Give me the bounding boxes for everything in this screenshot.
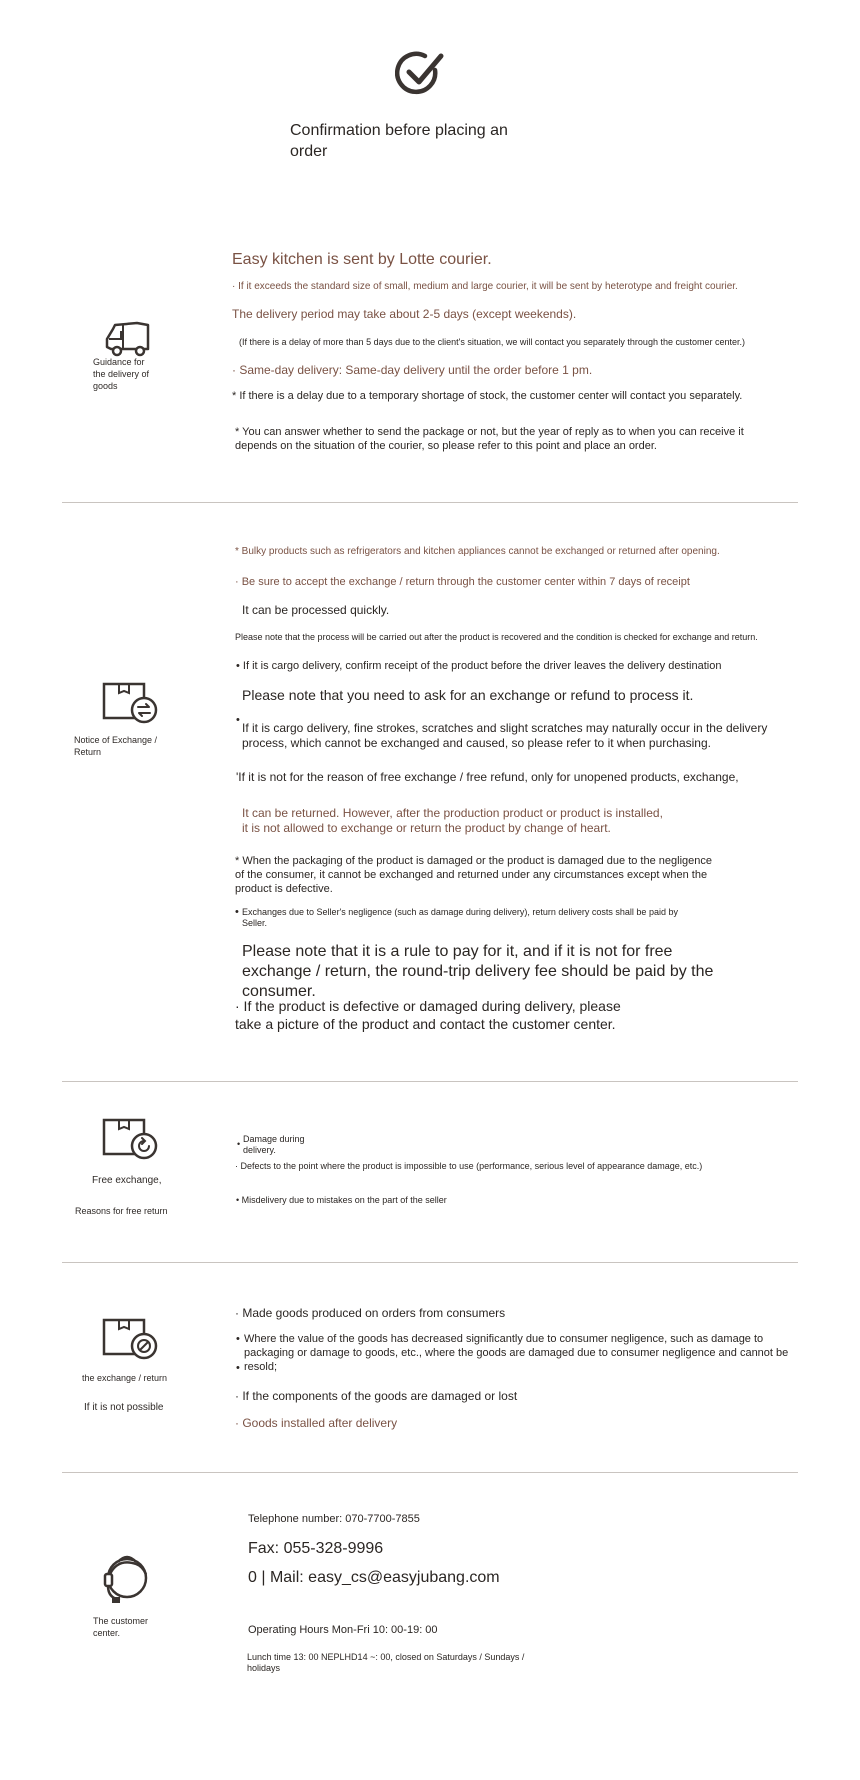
customer-center-label: The customer center. [93,1616,149,1638]
not-possible-made-goods-line: · Made goods produced on orders from consumers [235,1306,506,1320]
exchange-installed-line: It can be returned. However, after the production product or product is installed, it is not allowed to exchange or return the product by change of heart. [242,806,663,835]
free-return-defect-line: · Defects to the point where the product is impossible to use (performance, serious level of appearance damage, etc.) [235,1161,703,1171]
delivery-same-day-line: · Same-day delivery: Same-day delivery until the order before 1 pm. [232,363,593,377]
operating-hours: Operating Hours Mon-Fri 10: 00-19: 00 [248,1624,438,1636]
exchange-process-note: Please note that the process will be carried out after the product is recovered and the condition is checked for exchange and return. [235,632,758,642]
delivery-delay-note: (If there is a delay of more than 5 days due to the client's situation, we will contact you separately through the customer center.) [239,337,745,347]
not-possible-installed-line: · Goods installed after delivery [235,1416,398,1430]
exchange-7days-line: · Be sure to accept the exchange / return through the customer center within 7 days of receipt [235,576,690,588]
check-circle-icon [395,48,445,98]
headset-agent-icon [102,1552,152,1608]
delivery-period-line: The delivery period may take about 2-5 days (except weekends). [232,307,577,321]
free-return-label-1: Free exchange, [92,1175,162,1186]
not-possible-bullet-1: • [236,1333,240,1345]
telephone-number: Telephone number: 070-7700-7855 [248,1513,420,1525]
not-possible-value-line: Where the value of the goods has decreased significantly due to consumer negligence, such as damage to packaging or damage to goods, etc., where the goods are damaged due to consumer negligence and cannot be resold; [244,1333,789,1373]
exchange-bulky-line: * Bulky products such as refrigerators and kitchen appliances cannot be exchanged or returned after opening. [235,546,720,557]
free-return-damage-line: Damage during delivery. [243,1134,305,1156]
free-return-label-2: Reasons for free return [75,1206,168,1216]
exchange-cargo-line: • If it is cargo delivery, confirm receipt of the product before the driver leaves the delivery destination [236,660,722,672]
exchange-bullet: • [236,714,240,726]
exchange-seller-line: Exchanges due to Seller's negligence (such as damage during delivery), return delivery costs shall be paid by Seller. [242,907,678,929]
truck-icon [103,321,153,357]
page-title: Confirmation before placing an order [290,122,508,160]
delivery-stock-line: * If there is a delay due to a temporary shortage of stock, the customer center will contact you separately. [232,390,743,402]
exchange-scratch-line: If it is cargo delivery, fine strokes, scratches and slight scratches may naturally occur in the delivery process, which cannot be exchanged and caused, so please refer to it when purchasing. [242,721,768,750]
not-possible-label-2: If it is not possible [84,1402,164,1413]
not-possible-bullet-2: • [236,1362,240,1374]
delivery-answer-note: * You can answer whether to send the package or not, but the year of reply as to when you can receive it depends on the situation of the courier, so please refer to this point and place an order. [235,426,744,452]
exchange-section-label: Notice of Exchange / Return [74,735,158,757]
box-exchange-icon [102,682,158,726]
exchange-defect-line: · If the product is defective or damaged during delivery, please take a picture of the product and contact the customer center. [235,998,621,1032]
delivery-size-line: · If it exceeds the standard size of small, medium and large courier, it will be sent by heterotype and freight courier. [232,281,738,292]
box-forbidden-icon [102,1318,158,1362]
divider [62,1081,798,1082]
divider [62,502,798,503]
box-refresh-icon [102,1118,158,1162]
exchange-packaging-line: * When the packaging of the product is damaged or the product is damaged due to the negligence of the consumer, it cannot be exchanged and returned under any circumstances except when the product is defective. [235,855,712,895]
divider [62,1472,798,1473]
fax-number: Fax: 055-328-9996 [248,1540,384,1557]
not-possible-components-line: · If the components of the goods are damaged or lost [235,1389,518,1403]
not-possible-label-1: the exchange / return [82,1373,168,1383]
divider [62,1262,798,1263]
exchange-unopened-line: 'If it is not for the reason of free exchange / free refund, only for unopened products, exchange, [236,770,739,784]
free-return-bullet: • [237,1139,241,1149]
delivery-section-label: Guidance for the delivery of goods [93,357,150,391]
free-return-misdelivery-line: • Misdelivery due to mistakes on the part of the seller [236,1195,447,1205]
mail-address[interactable]: 0 | Mail: easy_cs@easyjubang.com [248,1569,500,1586]
exchange-seller-bullet: • [235,906,239,918]
delivery-courier-line: Easy kitchen is sent by Lotte courier. [232,251,492,268]
lunch-time: Lunch time 13: 00 NEPLHD14 ~: 00, closed on Saturdays / Sundays / holidays [247,1652,525,1674]
exchange-quick-line: It can be processed quickly. [242,603,390,617]
exchange-ask-line: Please note that you need to ask for an exchange or refund to process it. [242,687,694,703]
exchange-fee-line: Please note that it is a rule to pay for it, and if it is not for free exchange / return, the round-trip delivery fee should be paid by the consumer. [242,943,714,1000]
